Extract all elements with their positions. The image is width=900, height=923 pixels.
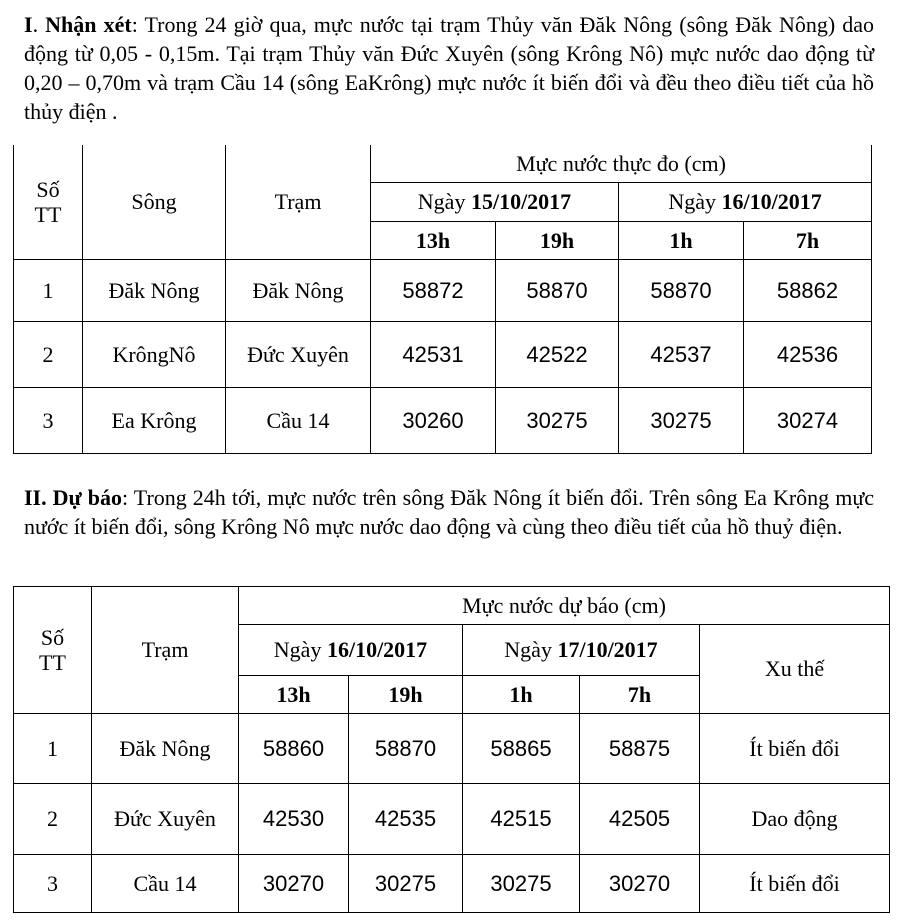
header-day2 (463, 625, 700, 676)
cell-value: 30260 (371, 388, 496, 454)
header-time: 1h (619, 222, 744, 260)
header-station: Trạm (226, 145, 371, 260)
header-time: 19h (349, 676, 463, 714)
cell-value: 30270 (580, 855, 700, 913)
cell-value: 58870 (619, 260, 744, 322)
cell-value: 42522 (496, 322, 619, 388)
forecast-water-level-table (13, 586, 890, 913)
header-day1-date: 15/10/2017 (470, 189, 572, 214)
cell-stt: 3 (14, 855, 92, 913)
section1-heading: Nhận xét (45, 12, 132, 37)
header-forecast-group: Mực nước dự báo (cm) (239, 587, 890, 625)
cell-value: 30275 (349, 855, 463, 913)
cell-stt: 2 (14, 322, 83, 388)
section1-dot: . (32, 12, 46, 37)
header-day1 (371, 183, 619, 222)
cell-river: Ea Krông (83, 388, 226, 454)
header-station: Trạm (92, 587, 239, 714)
header-day2 (619, 183, 872, 222)
cell-stt: 2 (14, 784, 92, 855)
cell-station: Đức Xuyên (226, 322, 371, 388)
header-trend: Xu thế (700, 625, 890, 714)
cell-river: Đăk Nông (83, 260, 226, 322)
header-day2-prefix: Ngày (504, 637, 558, 662)
header-day2-prefix: Ngày (668, 189, 722, 214)
header-day1 (239, 625, 463, 676)
cell-value: 30275 (619, 388, 744, 454)
cell-value: 42531 (371, 322, 496, 388)
cell-station: Đức Xuyên (92, 784, 239, 855)
observed-water-level-table (13, 145, 872, 454)
cell-value: 58870 (349, 714, 463, 784)
table-row (14, 322, 872, 388)
cell-trend: Ít biến đổi (700, 714, 890, 784)
header-day1-date: 16/10/2017 (326, 637, 428, 662)
cell-station: Cầu 14 (226, 388, 371, 454)
cell-value: 58875 (580, 714, 700, 784)
cell-value: 58865 (463, 714, 580, 784)
cell-value: 42530 (239, 784, 349, 855)
header-day1-prefix: Ngày (417, 189, 471, 214)
cell-value: 30275 (496, 388, 619, 454)
cell-station: Đăk Nông (226, 260, 371, 322)
cell-value: 30275 (463, 855, 580, 913)
section1-text: : Trong 24 giờ qua, mực nước tại trạm Thủy văn Đăk Nông (sông Đăk Nông) dao động từ 0,05 - 0,15m. Tại trạm Thủy văn Đức Xuyên (sông Krông Nô) mực nước dao động từ 0,20 – 0,70m và trạm Cầu 14 (sông EaKrông) mực nước ít biến đổi và đều theo điều tiết của hồ thủy điện . (24, 12, 875, 124)
table-row (14, 714, 890, 784)
section2-text: : Trong 24h tới, mực nước trên sông Đăk Nông ít biến đổi. Trên sông Ea Krông mực nước ít biến đổi, sông Krông Nô mực nước dao động và cùng theo điều tiết của hồ thuỷ điện. (24, 485, 875, 539)
cell-value: 42515 (463, 784, 580, 855)
cell-value: 58872 (371, 260, 496, 322)
cell-stt: 1 (14, 714, 92, 784)
cell-station: Đăk Nông (92, 714, 239, 784)
table-row (14, 260, 872, 322)
cell-stt: 3 (14, 388, 83, 454)
cell-value: 58862 (744, 260, 872, 322)
header-time: 1h (463, 676, 580, 714)
cell-station: Cầu 14 (92, 855, 239, 913)
header-time: 13h (239, 676, 349, 714)
header-time: 7h (580, 676, 700, 714)
table-row (14, 388, 872, 454)
header-stt: Số TT (14, 587, 92, 714)
header-day2-date: 16/10/2017 (721, 189, 822, 214)
cell-value: 42537 (619, 322, 744, 388)
cell-value: 42535 (349, 784, 463, 855)
header-stt: Số TT (14, 145, 83, 260)
header-day1-prefix: Ngày (273, 637, 327, 662)
header-time: 13h (371, 222, 496, 260)
header-time: 19h (496, 222, 619, 260)
section1-paragraph (24, 10, 874, 126)
cell-river: KrôngNô (83, 322, 226, 388)
header-river: Sông (83, 145, 226, 260)
header-observed-group: Mực nước thực đo (cm) (371, 145, 872, 183)
table-row (14, 855, 890, 913)
section2-paragraph (24, 483, 874, 541)
cell-value: 58860 (239, 714, 349, 784)
section2-heading: II. Dự báo (24, 485, 123, 510)
section1-label: I (24, 12, 33, 37)
cell-value: 42505 (580, 784, 700, 855)
cell-value: 30270 (239, 855, 349, 913)
cell-stt: 1 (14, 260, 83, 322)
cell-value: 58870 (496, 260, 619, 322)
header-time: 7h (744, 222, 872, 260)
cell-trend: Dao động (700, 784, 890, 855)
cell-value: 30274 (744, 388, 872, 454)
cell-trend: Ít biến đổi (700, 855, 890, 913)
table-row (14, 784, 890, 855)
header-day2-date: 17/10/2017 (557, 637, 658, 662)
cell-value: 42536 (744, 322, 872, 388)
